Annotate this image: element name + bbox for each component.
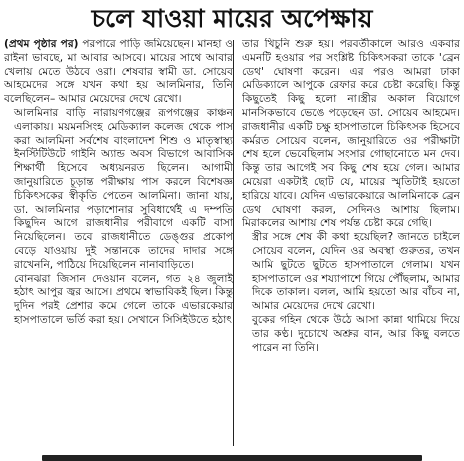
cropped-next-headline (0, 451, 464, 461)
left-paragraph-1-text: পরপারে পাড়ি জমিয়েছেন। মানহা ও রাইনা ভাবছে, মা আবার আসবে। মায়ের সাথে আবার খেলায় মেতে উঠবে ওরা। শেষবার স্বামী ডা. সোয়েব আহমেদের সঙ্গে যখন কথা হয় আলমিনার, তিনি বলেছিলেন– আমার মেয়েদের দেখে রেখো। (4, 38, 233, 106)
continuation-label: (প্রথম পৃষ্ঠার পর) (4, 38, 79, 50)
headline: চলে যাওয়া মায়ের অপেক্ষায় (91, 4, 373, 33)
right-paragraph-3: বুকের গহিন থেকে উঠে আসা কান্না থামিয়ে দিয়ে তার কণ্ঠ। দুচোখে অশ্রুর বান, আর কিছু বলতে পারেন না তিনি। (252, 313, 460, 354)
left-paragraph-2: আলমিনার বাড়ি নারায়ণগঞ্জের রূপগঞ্জের কাঞ্চন এলাকায়। ময়মনসিংহ মেডিক্যাল কলেজ থেকে পাস করা আলমিনা সর্বশেষ বাংলাদেশ শিশু ও মাতৃস্বাস্থ্য ইনস্টিটিউটে গাইনি অ্যান্ড অবস বিভাগে আবাসিক শিক্ষার্থী হিসেবে অধ্যয়নরত ছিলেন। আগামী জানুয়ারিতে চূড়ান্ত পরীক্ষায় পাস করলে বিশেষজ্ঞ চিকিৎসকের স্বীকৃতি পেতেন আলমিনা। জানা যায়, ডা. আলমিনার পড়াশোনার সুবিধার্থেই এ দম্পতি কিছুদিন আগে রাজধানীর পরীবাগে একটি বাসা নিয়েছিলেন। তবে রাজধানীতে ডেঙ্গুর প্রকোপ বেড়ে যাওয়ায় দুই সন্তানকে তাদের দাদার সঙ্গে রাখেননি, পাঠিয়ে দিয়েছিলেন নানাবাড়িতে। (14, 106, 233, 271)
left-column (4, 38, 233, 448)
right-paragraph-2: স্ত্রীর সঙ্গে শেষ কী কথা হয়েছিল? জানতে চাইলে সোয়েব বলেন, যেদিন ওর অবস্থা গুরুতর, তখন আমি ছুটতে ছুটতে হাসপাতালে গেলাম। যখন হাসপাতালে ওর শয্যাপাশে গিয়ে পৌঁছলাম, আমার দিকে তাকাল। বলল, আমি হয়তো আর বাঁচব না, আমার মেয়েদের দেখে রেখো। (252, 231, 460, 313)
left-paragraph-1 (4, 38, 233, 107)
left-paragraph-3: বোনঝরা জিসান দেওয়ান বলেন, গত ২৪ জুলাই হঠাৎ আপুর জ্বর আসে। প্রথমে স্বাভাবিকই ছিল। কিন্তু দুদিন পরই প্রেশার কমে গেলে তাকে এভারকেয়ার হাসপাতালে ভর্তি করা হয়। সেখানে সিসিইউতে হঠাৎ (14, 272, 233, 326)
article-body (4, 38, 460, 448)
cropped-text-fragment (42, 455, 422, 461)
right-paragraph-1: তার খিঁচুনি শুরু হয়। পরবর্তীকালে আরও একবার এমনটি হওয়ার পর সংশ্লিষ্ট চিকিৎসকরা তাকে 'ব্রেন ডেথ' ঘোষণা করেন। এর পরও আমরা ঢাকা মেডিক্যালে আপুকে রেফার করে চেষ্টা করেছি। কিন্তু কিছুতেই কিছু হলো না।স্ত্রীর অকাল বিয়োগে মানসিকভাবে ভেঙে পড়েছেন ডা. সোয়েব আহমেদ। রাজধানীর একটি চক্ষু হাসপাতালে চিকিৎসক হিসেবে কর্মরত সোয়েব বলেন, জানুয়ারিতে ওর পরীক্ষাটা শেষ হলে ভেবেছিলাম সংসার গোছানোতে মন দেব। কিন্তু তার আগেই সব কিছু শেষ হয়ে গেল। আমার মেয়েরা একটাই ছোট যে, মায়ের স্মৃতিটাই হয়তো হারিয়ে যাবে। যেদিন এভারকেয়ারে আলমিনাকে ব্রেন ডেথ ঘোষণা করল, সেদিনও আশায় ছিলাম। মিরাকলের আশায় শেষ পর্যন্ত চেষ্টা করে গেছি। (242, 38, 460, 230)
right-column (242, 38, 460, 448)
